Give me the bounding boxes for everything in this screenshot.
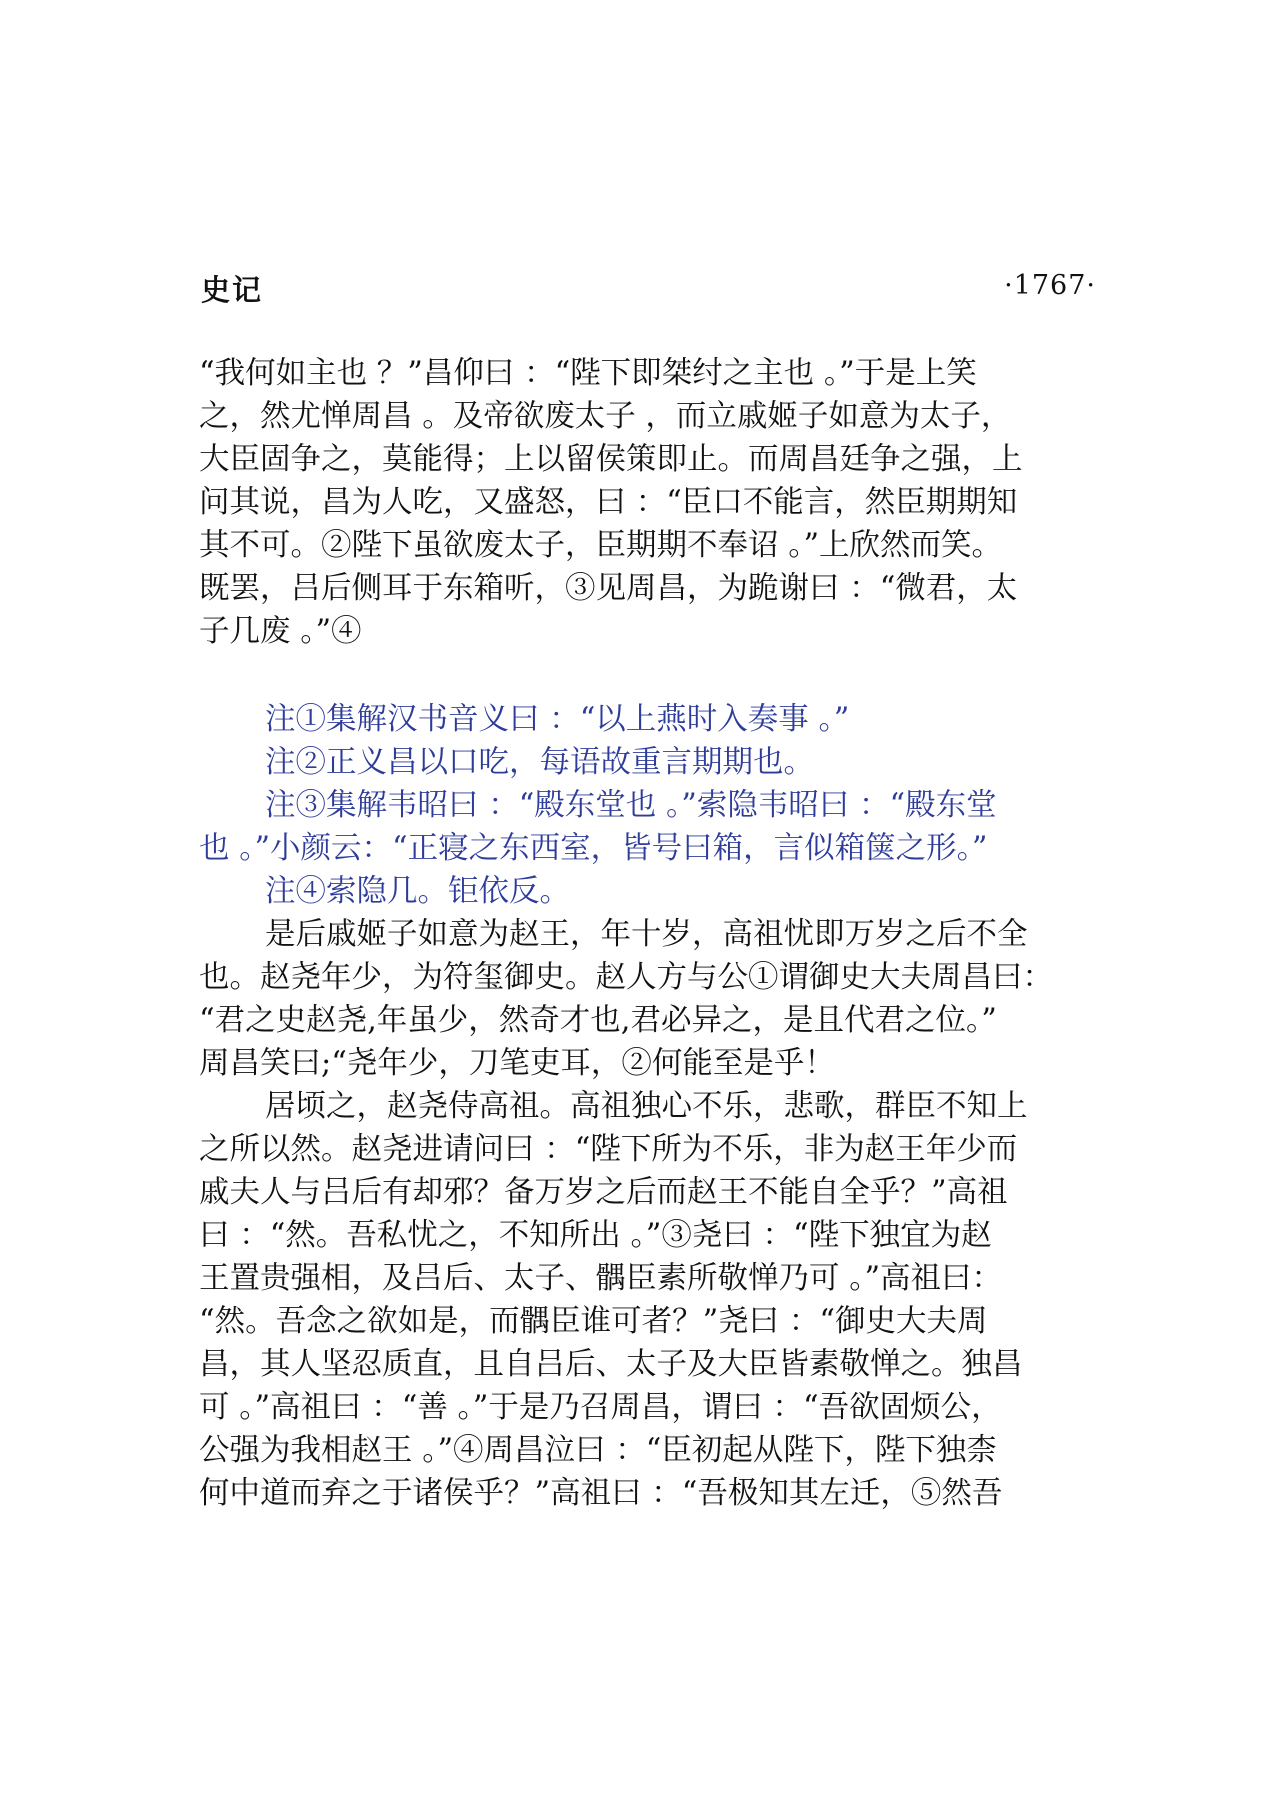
text-line: 居顷之，赵尧侍高祖。高祖独心不乐，悲歌，群臣不知上 (265, 1089, 1028, 1124)
note-2: 注②正义昌以口吃，每语故重言期期也。 (265, 745, 814, 780)
text-line: 昌，其人坚忍质直，且自吕后、太子及大臣皆素敬惮之。独昌 (199, 1347, 1023, 1382)
notes-block (199, 698, 1099, 913)
text-line: 曰 ：“然。吾私忧之，不知所出 。”③尧曰 ：“陛下独宜为赵 (199, 1218, 992, 1253)
paragraph-2 (199, 913, 1099, 1085)
text-line: 是后戚姬子如意为赵王，年十岁，高祖忧即万岁之后不全 (265, 917, 1028, 952)
text-line: 其不可。②陛下虽欲废太子，臣期期不奉诏 。”上欣然而笑。 (199, 528, 1003, 563)
text-line: 公强为我相赵王 。”④周昌泣曰 ：“臣初起从陛下，陛下独柰 (199, 1433, 997, 1468)
text-line: 可 。”高祖曰 ：“善 。”于是乃召周昌，谓曰 ：“吾欲固烦公， (199, 1390, 1002, 1425)
text-line: 何中道而弃之于诸侯乎？”高祖曰 ：“吾极知其左迁，⑤然吾 (199, 1476, 1003, 1511)
note-1: 注①集解汉书音义曰 ：“以上燕时入奏事 。” (265, 702, 850, 737)
text-line: 子几废 。”④ (199, 614, 362, 649)
text-line: 大臣固争之，莫能得；上以留侯策即止。而周昌廷争之强，上 (199, 442, 1023, 477)
book-title: 史记 (201, 273, 264, 307)
note-3-line-1: 注③集解韦昭曰 ：“殿东堂也 。”索隐韦昭曰 ：“殿东堂 (265, 788, 997, 823)
text-line: 之所以然。赵尧进请问曰 ：“陛下所为不乐，非为赵王年少而 (199, 1132, 1018, 1167)
text-line: 之，然尤惮周昌 。及帝欲废太子 ，而立戚姬子如意为太子， (199, 399, 1012, 434)
paragraph-1 (199, 352, 1099, 653)
page-body (199, 352, 1099, 1515)
paragraph-3 (199, 1085, 1099, 1515)
text-line: 戚夫人与吕后有却邪？备万岁之后而赵王不能自全乎？”高祖 (199, 1175, 1008, 1210)
section-gap (199, 653, 1099, 698)
text-line: 周昌笑曰;“尧年少，刀笔吏耳，②何能至是乎！ (199, 1046, 835, 1081)
text-line: 也。赵尧年少，为符玺御史。赵人方与公①谓御史大夫周昌曰： (199, 960, 1053, 995)
text-line: 王置贵强相，及吕后、太子、髃臣素所敬惮乃可 。”高祖曰： (199, 1261, 1003, 1296)
text-line: 问其说，昌为人吃，又盛怒，曰 ：“臣口不能言，然臣期期知 (199, 485, 1018, 520)
note-3-line-2: 也 。”小颜云：“正寝之东西室，皆号曰箱，言似箱箧之形。” (199, 831, 988, 866)
page-header (201, 268, 1096, 308)
text-line: “君之史赵尧,年虽少，然奇才也,君必异之，是且代君之位。” (199, 1003, 997, 1038)
note-4: 注④索隐几。钜依反。 (265, 874, 570, 909)
page-number: ·1767· (1004, 270, 1096, 301)
text-line: 既罢，吕后侧耳于东箱听，③见周昌，为跪谢曰 ：“微君，太 (199, 571, 1018, 606)
text-line: “然。吾念之欲如是，而髃臣谁可者？”尧曰 ：“御史大夫周 (199, 1304, 988, 1339)
text-line: “我何如主也 ？”昌仰曰 ：“陛下即桀纣之主也 。”于是上笑 (199, 356, 977, 391)
